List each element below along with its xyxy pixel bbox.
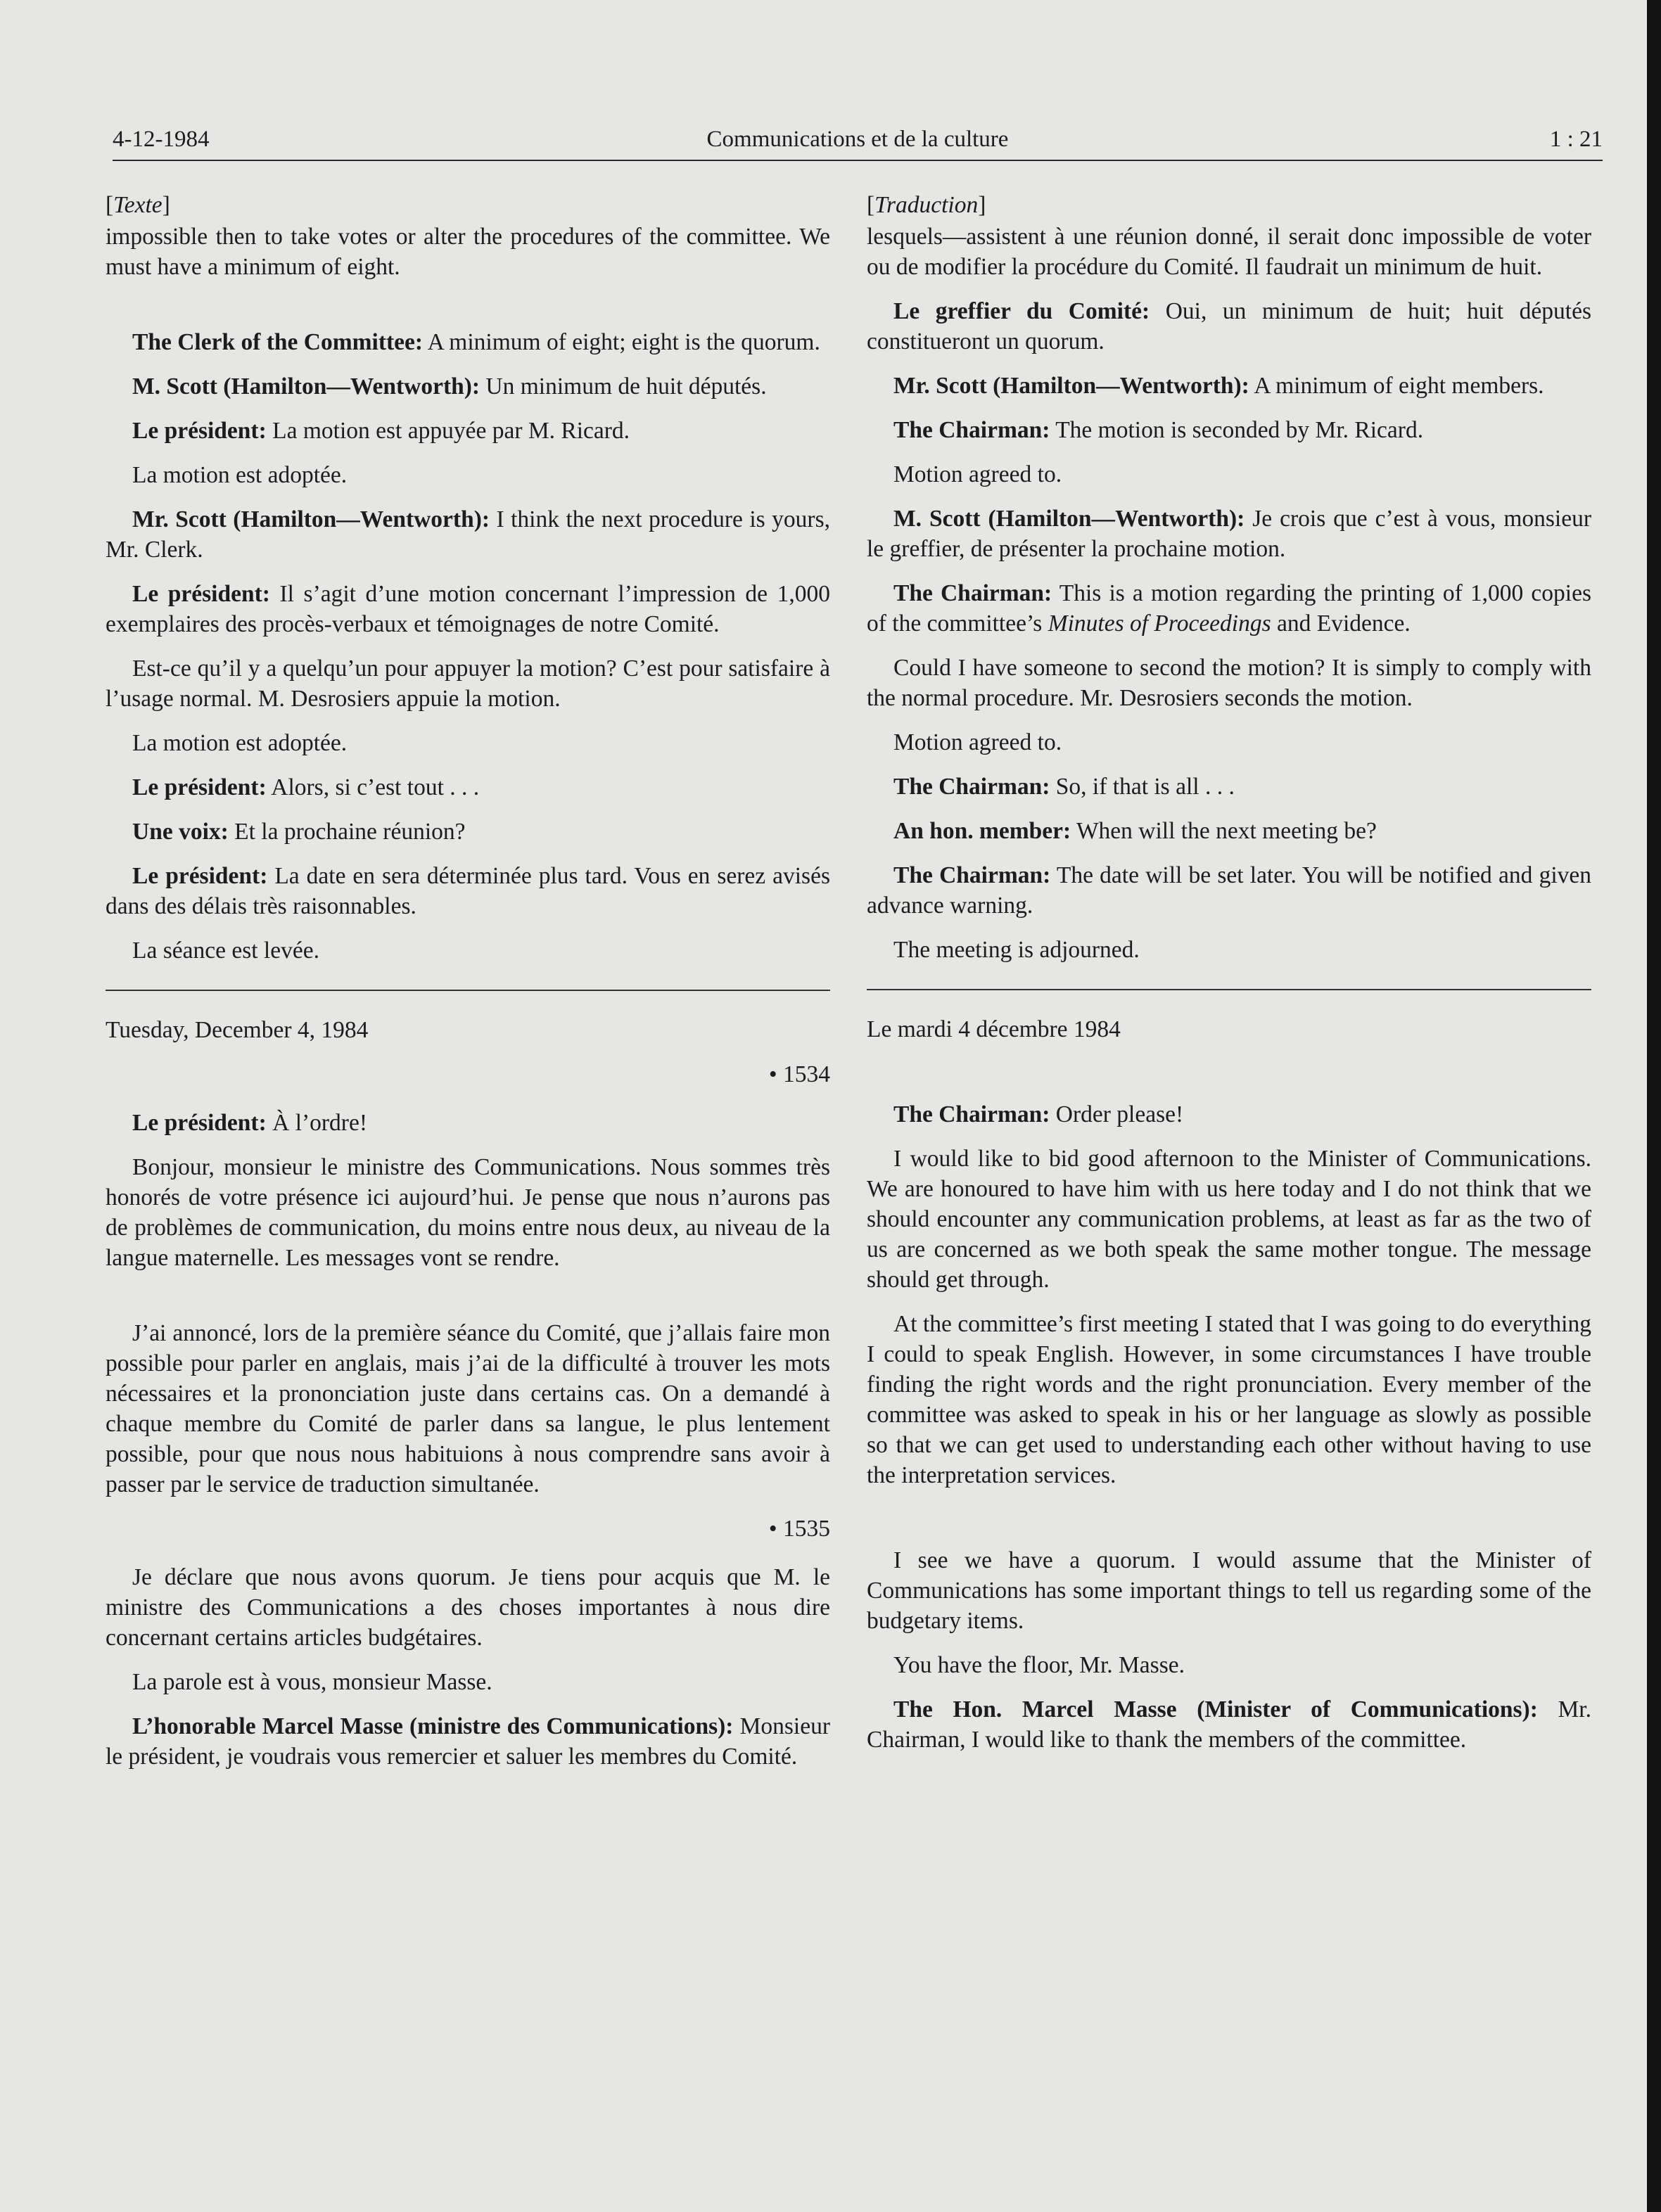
speaker: The Clerk of the Committee:	[132, 329, 424, 355]
paragraph: Je déclare que nous avons quorum. Je tiens pour acquis que M. le ministre des Communications a des choses importantes à nous dire concernant certains articles budgétaires.	[106, 1564, 830, 1651]
paragraph: L’honorable Marcel Masse (ministre des Communications): Monsieur le président, je voudrais vous remercier et saluer les membres du Comité.	[106, 1713, 830, 1770]
paragraph: The meeting is adjourned.	[893, 937, 1140, 963]
page-edge	[1647, 0, 1661, 2212]
paragraph: I would like to bid good afternoon to the Minister of Communications. We are honoured to have him with us here today and I do not think that we should encounter any communication problems, at least as far as the two of us are concerned as we both speak the same mother tongue. The message should get through.	[867, 1146, 1591, 1293]
header-rule	[113, 160, 1603, 161]
paragraph: Bonjour, monsieur le ministre des Communications. Nous sommes très honorés de votre présence ici aujourd’hui. Je pense que nous n’aurons pas de problèmes de communication, du moins entre nous deux, au niveau de la langue maternelle. Les messages vont se rendre.	[106, 1154, 830, 1271]
paragraph: Motion agreed to.	[893, 729, 1062, 755]
paragraph: Mr. Scott (Hamilton—Wentworth): I think the next procedure is yours, Mr. Clerk.	[106, 506, 831, 563]
section-rule	[106, 990, 830, 991]
speaker: The Chairman:	[893, 417, 1050, 443]
time-marker: • 1535	[768, 1516, 830, 1542]
paragraph: I see we have a quorum. I would assume that the Minister of Communications has some important things to tell us regarding some of the budgetary items.	[867, 1547, 1591, 1634]
speaker: The Chairman:	[893, 862, 1051, 888]
paragraph: Le président: À l’ordre!	[132, 1110, 367, 1136]
paragraph: J’ai annoncé, lors de la première séance du Comité, que j’allais faire mon possible pour parler en anglais, mais j’ai de la difficulté à trouver les mots nécessaires et la prononciation juste dans certains cas. On a demandé à chaque membre du Comité de parler dans sa langue, le plus lentement possible, pour que nous nous habituions à nous comprendre sans avoir à passer par le service de traduction simultanée.	[106, 1320, 830, 1497]
paragraph: lesquels—assistent à une réunion donné, il serait donc impossible de voter ou de modifier la procédure du Comité. Il faudrait un minimum de huit.	[867, 224, 1591, 280]
paragraph: At the committee’s first meeting I stated that I was going to do everything I could to speak English. However, in some circumstances I have trouble finding the right words and the right pronunciation. Every member of the committee was asked to speak in his or her language as slowly as possible so that we can get used to understanding each other without having to use the interpretation services.	[867, 1311, 1591, 1488]
running-header	[113, 121, 1603, 160]
paragraph: impossible then to take votes or alter the procedures of the committee. We must have a minimum of eight.	[106, 224, 830, 280]
speaker: Le président:	[132, 1110, 267, 1136]
speaker: The Chairman:	[893, 774, 1050, 800]
spacer	[106, 296, 830, 327]
paragraph: The Chairman: The date will be set later. You will be notified and given advance warning.	[867, 862, 1591, 919]
sitting-date: Le mardi 4 décembre 1984	[867, 1016, 1121, 1042]
paragraph: La motion est adoptée.	[132, 730, 348, 756]
spacer	[867, 1059, 1591, 1099]
speaker: L’honorable Marcel Masse (ministre des Communications):	[132, 1713, 734, 1739]
header-date: 4-12-1984	[113, 127, 210, 152]
speaker: The Chairman:	[893, 1101, 1050, 1127]
header-title: Communications et de la culture	[706, 127, 1009, 152]
speaker: Mr. Scott (Hamilton—Wentworth):	[132, 506, 490, 532]
paragraph: M. Scott (Hamilton—Wentworth): Je crois que c’est à vous, monsieur le greffier, de présenter la prochaine motion.	[867, 506, 1591, 562]
speaker: Le président:	[132, 418, 267, 444]
header-page-number: 1 : 21	[1549, 127, 1603, 152]
sitting-date: Tuesday, December 4, 1984	[106, 1017, 369, 1043]
paragraph: La parole est à vous, monsieur Masse.	[132, 1669, 492, 1695]
paragraph: The Clerk of the Committee: A minimum of eight; eight is the quorum.	[132, 329, 820, 355]
paragraph: Could I have someone to second the motion? It is simply to comply with the normal procedure. Mr. Desrosiers seconds the motion.	[867, 655, 1591, 711]
speaker: An hon. member:	[893, 818, 1071, 844]
speaker: Le président:	[132, 863, 268, 889]
paragraph: The Chairman: So, if that is all . . .	[893, 774, 1235, 800]
paragraph: Est-ce qu’il y a quelqu’un pour appuyer la motion? C’est pour satisfaire à l’usage normal. M. Desrosiers appuie la motion.	[106, 656, 830, 712]
time-marker: • 1534	[768, 1061, 830, 1087]
paragraph: La motion est adoptée.	[132, 462, 348, 488]
speaker: Une voix:	[132, 819, 229, 845]
paragraph: Le greffier du Comité: Oui, un minimum de huit; huit députés constitueront un quorum.	[867, 298, 1591, 354]
spacer	[106, 1287, 830, 1318]
paragraph: Le président: La motion est appuyée par M. Ricard.	[132, 418, 630, 444]
spacer	[867, 1504, 1591, 1545]
paragraph: Mr. Scott (Hamilton—Wentworth): A minimum of eight members.	[893, 373, 1544, 399]
paragraph: The Chairman: Order please!	[893, 1101, 1184, 1127]
section-rule	[867, 989, 1591, 990]
speaker: Le président:	[132, 581, 270, 607]
speaker: Mr. Scott (Hamilton—Wentworth):	[893, 373, 1249, 399]
paragraph: The Hon. Marcel Masse (Minister of Communications): Mr. Chairman, I would like to thank the members of the committee.	[867, 1696, 1591, 1753]
language-tag: [Traduction]	[867, 192, 986, 218]
left-column	[106, 190, 830, 1786]
language-tag: [Texte]	[106, 192, 170, 218]
paragraph: La séance est levée.	[132, 938, 319, 964]
speaker: Le président:	[132, 774, 267, 800]
speaker: M. Scott (Hamilton—Wentworth):	[132, 373, 481, 399]
paragraph: Une voix: Et la prochaine réunion?	[132, 819, 466, 845]
paragraph: Le président: La date en sera déterminée plus tard. Vous en serez avisés dans des délais très raisonnables.	[106, 863, 831, 919]
paragraph: The Chairman: This is a motion regarding the printing of 1,000 copies of the committee’s Minutes of Proceedings and Evidence.	[867, 580, 1591, 637]
speaker: M. Scott (Hamilton—Wentworth):	[893, 506, 1245, 532]
paragraph: M. Scott (Hamilton—Wentworth): Un minimum de huit députés.	[132, 373, 767, 399]
paragraph: Motion agreed to.	[893, 461, 1062, 487]
paragraph: Le président: Il s’agit d’une motion concernant l’impression de 1,000 exemplaires des procès-verbaux et témoignages de notre Comité.	[106, 581, 830, 637]
paragraph: An hon. member: When will the next meeting be?	[893, 818, 1377, 844]
right-column	[867, 190, 1591, 1769]
paragraph: The Chairman: The motion is seconded by Mr. Ricard.	[893, 417, 1424, 443]
paragraph: Le président: Alors, si c’est tout . . .	[132, 774, 480, 800]
speaker: Le greffier du Comité:	[893, 298, 1150, 324]
speaker: The Hon. Marcel Masse (Minister of Communications):	[893, 1696, 1538, 1722]
speaker: The Chairman:	[893, 580, 1052, 606]
paragraph: You have the floor, Mr. Masse.	[893, 1652, 1185, 1678]
